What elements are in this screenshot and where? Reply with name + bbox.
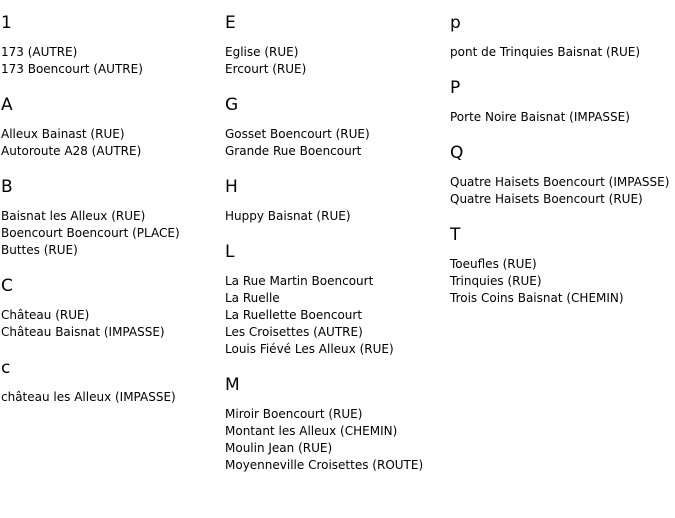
street-link[interactable]: Château Baisnat (IMPASSE) <box>1 325 165 339</box>
street-item[interactable] <box>225 208 447 225</box>
street-item[interactable] <box>225 440 447 457</box>
street-item[interactable] <box>225 406 447 423</box>
letter-section <box>225 176 447 225</box>
street-link[interactable]: Miroir Boencourt (RUE) <box>225 407 363 421</box>
street-item[interactable] <box>450 256 672 273</box>
street-item[interactable] <box>225 61 447 78</box>
street-item[interactable] <box>225 143 447 160</box>
street-link[interactable]: La Ruellette Boencourt <box>225 308 363 322</box>
street-link[interactable]: Trois Coins Baisnat (CHEMIN) <box>450 291 624 305</box>
street-item[interactable] <box>1 61 221 78</box>
street-item[interactable] <box>225 307 447 324</box>
street-link[interactable]: Quatre Haisets Boencourt (RUE) <box>450 192 643 206</box>
street-link[interactable]: Buttes (RUE) <box>1 243 78 257</box>
street-link[interactable]: Autoroute A28 (AUTRE) <box>1 144 142 158</box>
street-link[interactable]: Les Croisettes (AUTRE) <box>225 325 363 339</box>
street-item[interactable] <box>225 44 447 61</box>
letter-section <box>225 94 447 160</box>
letter-section <box>450 224 672 307</box>
letter-heading: A <box>1 95 13 115</box>
street-link[interactable]: Boencourt Boencourt (PLACE) <box>1 226 180 240</box>
street-link[interactable]: 173 (AUTRE) <box>1 45 78 59</box>
letter-heading: B <box>1 177 13 197</box>
street-index-column-1 <box>1 12 221 422</box>
street-link[interactable]: Gosset Boencourt (RUE) <box>225 127 370 141</box>
letter-heading: M <box>225 375 240 395</box>
street-item[interactable] <box>1 143 221 160</box>
letter-heading: 1 <box>1 13 12 33</box>
letter-heading: C <box>1 276 13 296</box>
letter-section <box>1 275 221 341</box>
street-link[interactable]: 173 Boencourt (AUTRE) <box>1 62 143 76</box>
street-item[interactable] <box>1 225 221 242</box>
street-link[interactable]: Porte Noire Baisnat (IMPASSE) <box>450 110 630 124</box>
letter-heading: G <box>225 95 239 115</box>
street-link[interactable]: Ercourt (RUE) <box>225 62 307 76</box>
letter-section <box>1 176 221 259</box>
street-link[interactable]: Huppy Baisnat (RUE) <box>225 209 351 223</box>
street-link[interactable]: Moyenneville Croisettes (ROUTE) <box>225 458 424 472</box>
street-item[interactable] <box>450 174 672 191</box>
street-item[interactable] <box>1 242 221 259</box>
street-index-column-2 <box>225 12 447 490</box>
letter-section <box>225 374 447 474</box>
street-item[interactable] <box>450 290 672 307</box>
street-item[interactable] <box>225 273 447 290</box>
letter-heading: H <box>225 177 238 197</box>
letter-heading: L <box>225 242 235 262</box>
letter-heading: c <box>1 358 11 378</box>
street-link[interactable]: Grande Rue Boencourt <box>225 144 362 158</box>
street-link[interactable]: Louis Fiévé Les Alleux (RUE) <box>225 342 394 356</box>
letter-section <box>450 142 672 208</box>
street-link[interactable]: château les Alleux (IMPASSE) <box>1 390 176 404</box>
street-item[interactable] <box>225 290 447 307</box>
street-link[interactable]: Alleux Bainast (RUE) <box>1 127 125 141</box>
street-item[interactable] <box>450 109 672 126</box>
street-item[interactable] <box>1 307 221 324</box>
letter-section <box>450 12 672 61</box>
street-item[interactable] <box>450 191 672 208</box>
street-link[interactable]: pont de Trinquies Baisnat (RUE) <box>450 45 641 59</box>
letter-section <box>1 12 221 78</box>
street-item[interactable] <box>225 341 447 358</box>
street-item[interactable] <box>450 44 672 61</box>
street-link[interactable]: Eglise (RUE) <box>225 45 299 59</box>
letter-heading: p <box>450 13 461 33</box>
letter-section <box>450 77 672 126</box>
street-link[interactable]: Quatre Haisets Boencourt (IMPASSE) <box>450 175 670 189</box>
street-item[interactable] <box>1 389 221 406</box>
street-item[interactable] <box>450 273 672 290</box>
street-index-column-3 <box>450 12 672 323</box>
street-link[interactable]: La Rue Martin Boencourt <box>225 274 374 288</box>
letter-heading: T <box>450 225 461 245</box>
street-link[interactable]: Château (RUE) <box>1 308 90 322</box>
street-link[interactable]: Baisnat les Alleux (RUE) <box>1 209 146 223</box>
street-item[interactable] <box>225 423 447 440</box>
street-item[interactable] <box>225 457 447 474</box>
letter-heading: Q <box>450 143 464 163</box>
street-link[interactable]: Toeufles (RUE) <box>450 257 537 271</box>
street-item[interactable] <box>1 126 221 143</box>
street-item[interactable] <box>1 44 221 61</box>
letter-section <box>1 357 221 406</box>
street-link[interactable]: La Ruelle <box>225 291 280 305</box>
letter-heading: P <box>450 78 461 98</box>
letter-section <box>1 94 221 160</box>
street-item[interactable] <box>225 324 447 341</box>
street-item[interactable] <box>1 324 221 341</box>
street-link[interactable]: Moulin Jean (RUE) <box>225 441 333 455</box>
street-item[interactable] <box>1 208 221 225</box>
letter-section <box>225 12 447 78</box>
street-link[interactable]: Montant les Alleux (CHEMIN) <box>225 424 398 438</box>
letter-section <box>225 241 447 358</box>
letter-heading: E <box>225 13 236 33</box>
street-link[interactable]: Trinquies (RUE) <box>450 274 542 288</box>
street-item[interactable] <box>225 126 447 143</box>
